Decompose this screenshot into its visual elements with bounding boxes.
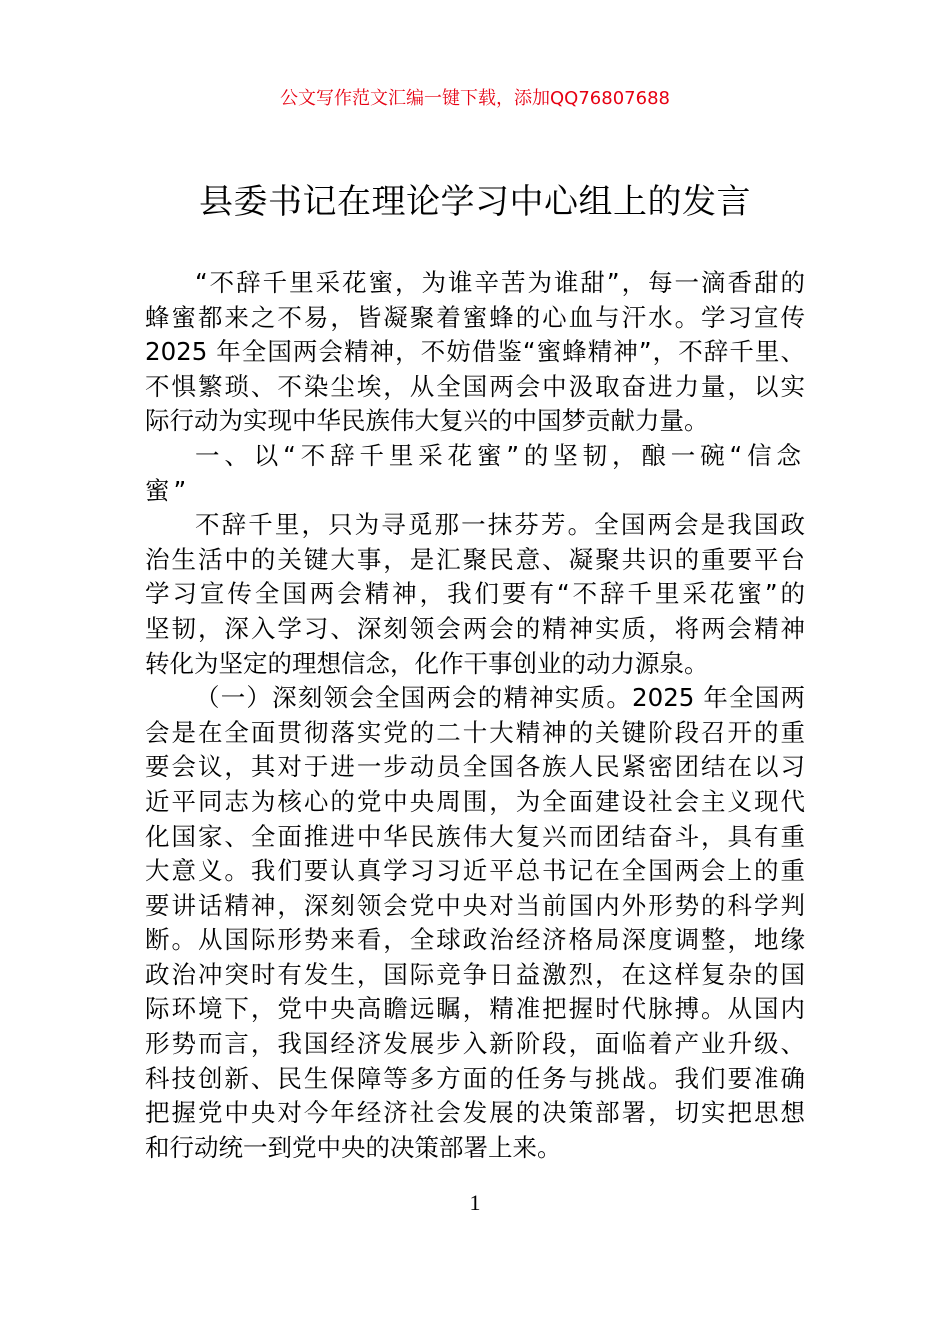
text-line: 蜂蜜都来之不易，皆凝聚着蜜蜂的心血与汗水。学习宣传 xyxy=(145,302,805,332)
paragraph xyxy=(145,681,805,1165)
download-banner: 公文写作范文汇编一键下载，添加QQ76807688 xyxy=(280,88,670,109)
section-heading xyxy=(145,439,805,508)
text-line: 2025 年全国两会精神，不妨借鉴“蜜蜂精神”，不辞千里、 xyxy=(145,337,805,367)
text-line: 会是在全面贯彻落实党的二十大精神的关键阶段召开的重 xyxy=(145,717,805,747)
text-line: “不辞千里采花蜜，为谁辛苦为谁甜”，每一滴香甜的 xyxy=(195,268,805,297)
text-line: 治生活中的关键大事，是汇聚民意、凝聚共识的重要平台 xyxy=(145,544,805,574)
document-body xyxy=(145,266,805,1165)
text-line: （一）深刻领会全国两会的精神实质。2025 年全国两 xyxy=(195,683,805,713)
text-line: 要讲话精神，深刻领会党中央对当前国内外形势的科学判 xyxy=(145,890,805,920)
text-line: 蜜” xyxy=(145,475,191,505)
text-line: 断。从国际形势来看，全球政治经济格局深度调整，地缘 xyxy=(145,925,805,955)
text-line: 形势而言，我国经济发展步入新阶段，面临着产业升级、 xyxy=(145,1029,805,1059)
text-line: 不惧繁琐、不染尘埃，从全国两会中汲取奋进力量，以实 xyxy=(145,371,805,401)
text-line: 学习宣传全国两会精神，我们要有“不辞千里采花蜜”的 xyxy=(145,579,805,609)
text-line: 把握党中央对今年经济社会发展的决策部署，切实把思想 xyxy=(145,1098,805,1128)
document-title: 县委书记在理论学习中心组上的发言 xyxy=(199,182,751,222)
text-line: 际行动为实现中华民族伟大复兴的中国梦贡献力量。 xyxy=(145,406,709,436)
text-line: 转化为坚定的理想信念，化作干事创业的动力源泉。 xyxy=(145,648,709,678)
text-line: 近平同志为核心的党中央周围，为全面建设社会主义现代 xyxy=(145,786,805,816)
paragraph xyxy=(145,266,805,439)
text-line: 坚韧，深入学习、深刻领会两会的精神实质，将两会精神 xyxy=(145,613,805,643)
text-line: 科技创新、民生保障等多方面的任务与挑战。我们要准确 xyxy=(145,1063,805,1093)
text-line: 政治冲突时有发生，国际竞争日益激烈，在这样复杂的国 xyxy=(145,959,805,989)
text-line: 要会议，其对于进一步动员全国各族人民紧密团结在以习 xyxy=(145,752,805,782)
paragraph xyxy=(145,508,805,681)
text-line: 和行动统一到党中央的决策部署上来。 xyxy=(145,1132,562,1162)
text-line: 大意义。我们要认真学习习近平总书记在全国两会上的重 xyxy=(145,856,805,886)
text-line: 化国家、全面推进中华民族伟大复兴而团结奋斗，具有重 xyxy=(145,821,805,851)
page-number: 1 xyxy=(469,1190,481,1215)
text-line: 一、以“不辞千里采花蜜”的坚韧，酿一碗“信念 xyxy=(195,440,805,470)
text-line: 不辞千里，只为寻觅那一抹芬芳。全国两会是我国政 xyxy=(195,510,805,540)
text-line: 际环境下，党中央高瞻远瞩，精准把握时代脉搏。从国内 xyxy=(145,994,805,1024)
